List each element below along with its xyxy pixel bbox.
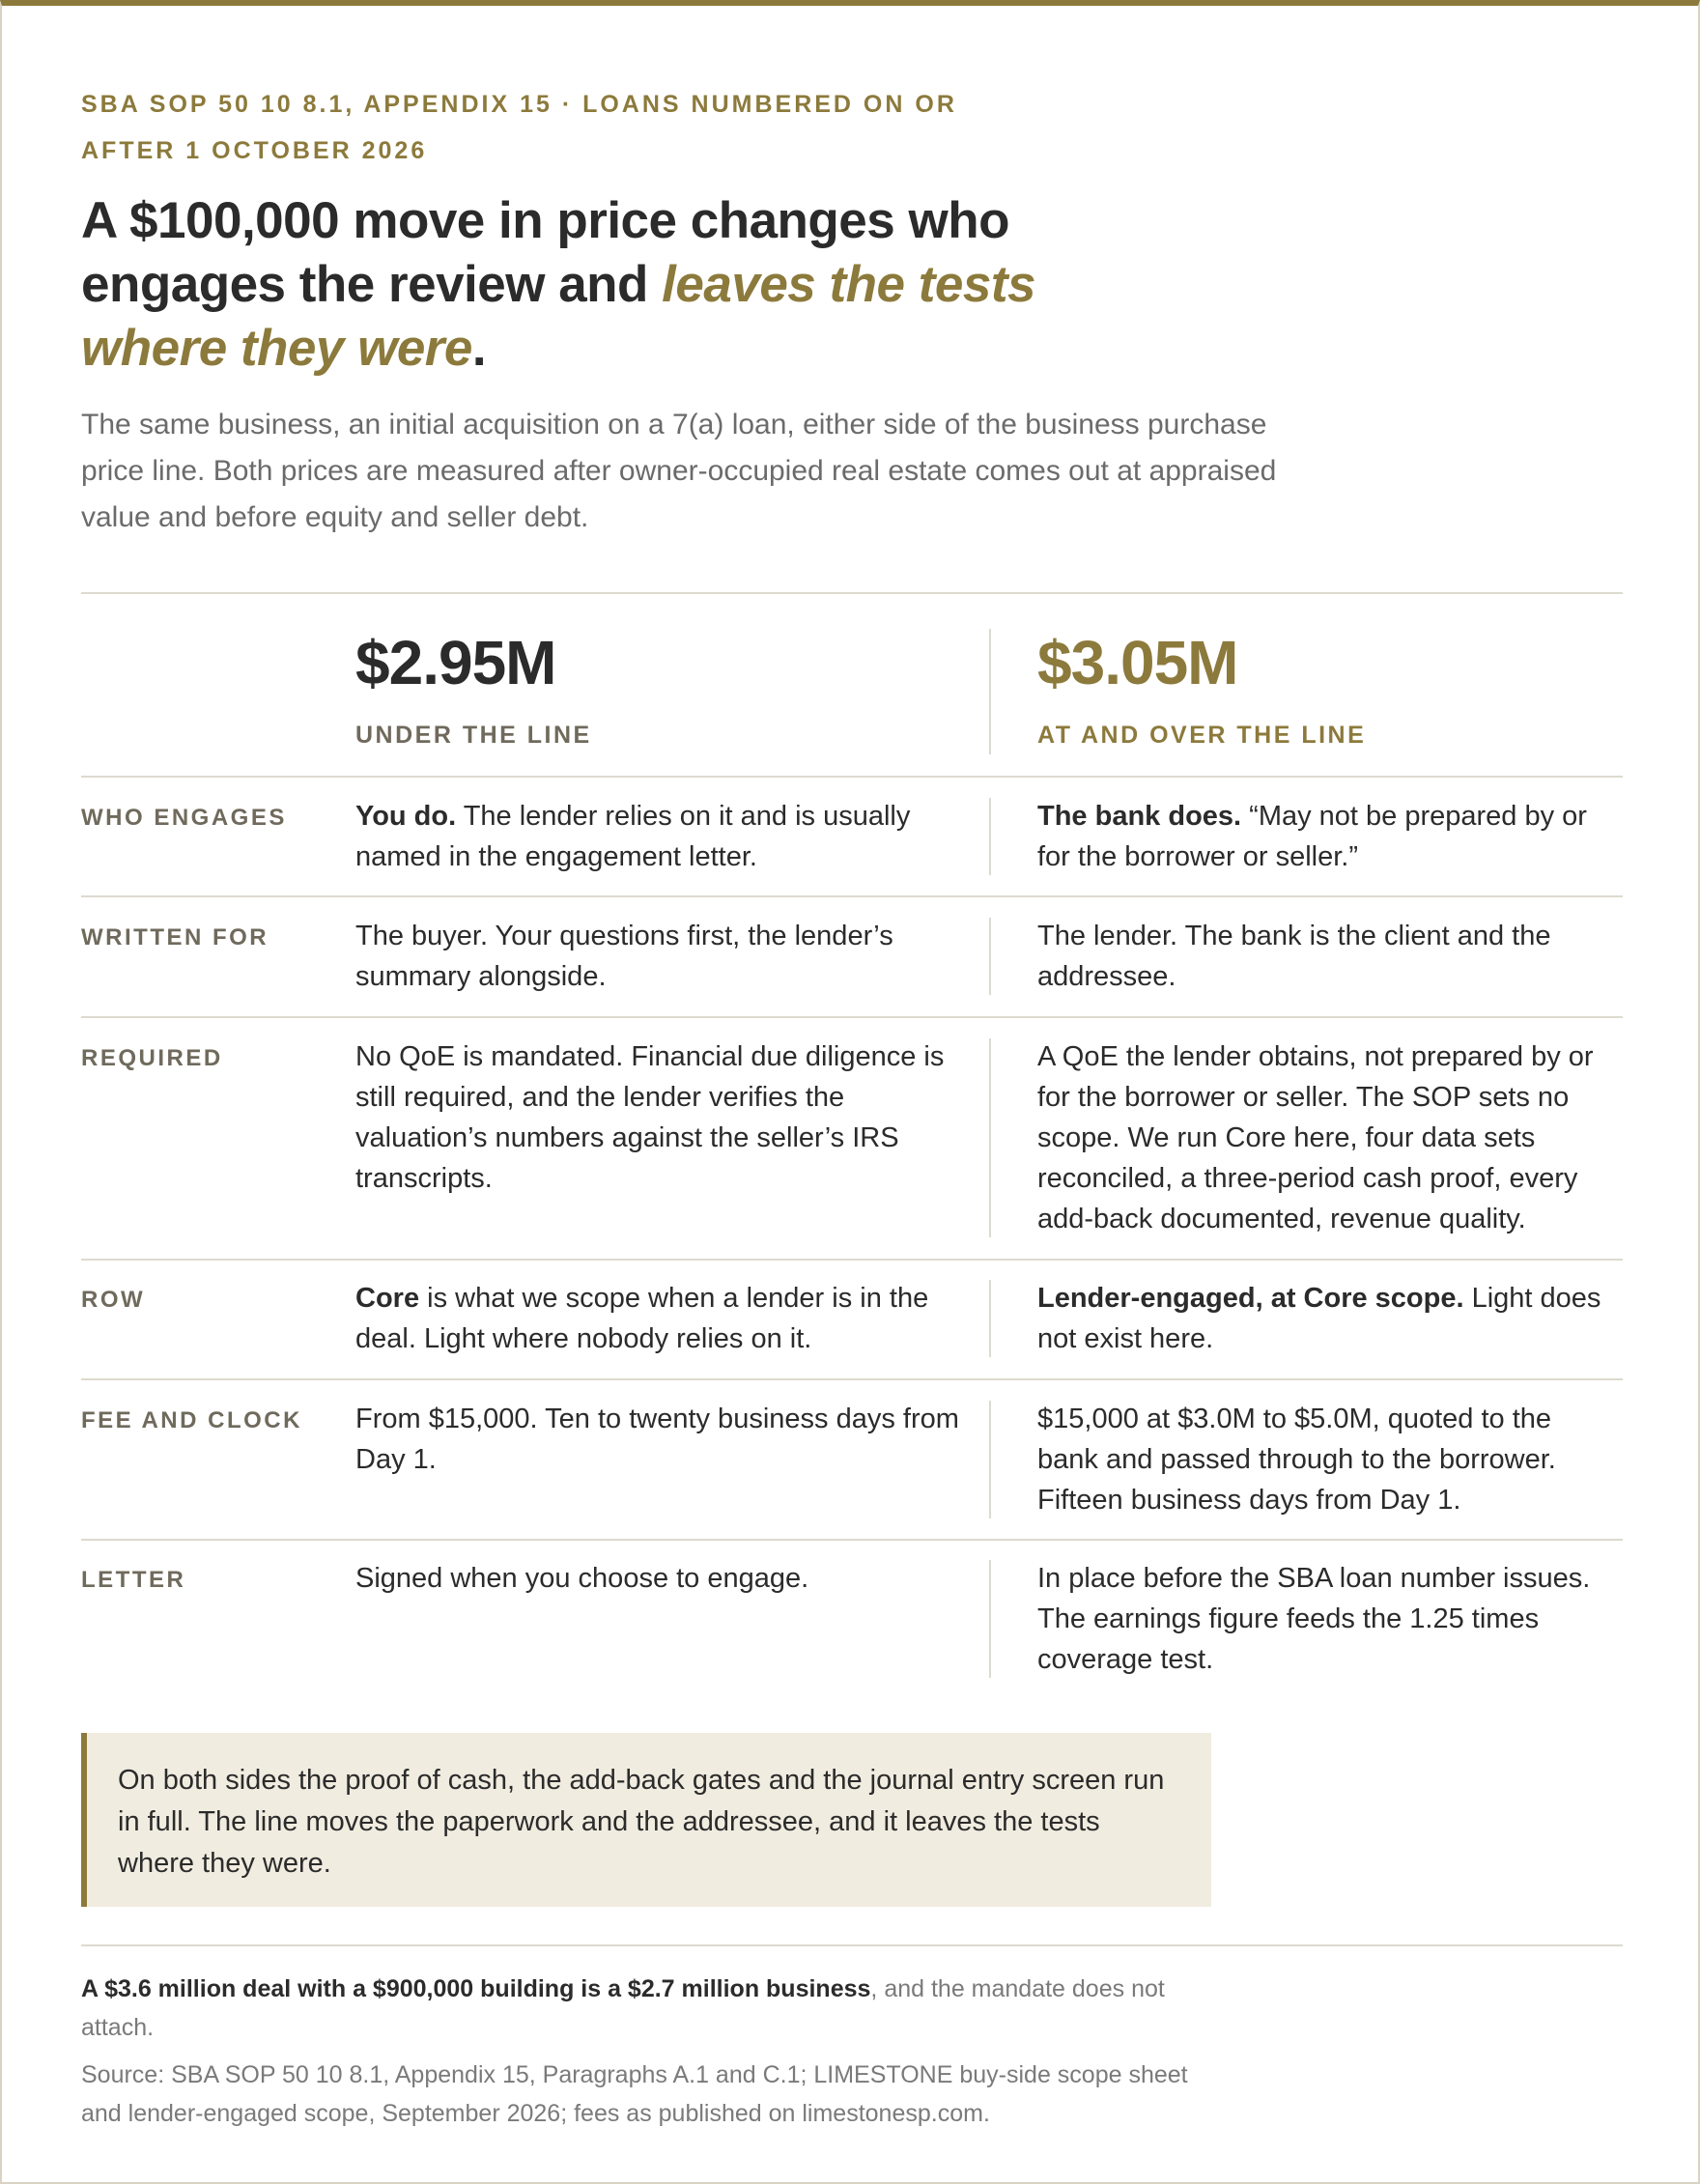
cell-text: The lender relies on it and is usually named in the engagement letter.: [355, 801, 911, 872]
column-divider: [989, 1401, 991, 1518]
row-label-letter: LETTER: [81, 1567, 186, 1593]
top-divider: [81, 592, 1623, 594]
row-divider: [81, 1016, 1623, 1018]
row-divider: [81, 776, 1623, 778]
row-divider: [81, 895, 1623, 897]
cell-letter-over: In place before the SBA loan number issues. The earnings figure feeds the 1.25 times coverage test.: [1037, 1563, 1591, 1675]
headline: [81, 189, 1144, 381]
source-note: Source: SBA SOP 50 10 8.1, Appendix 15, Paragraphs A.1 and C.1; LIMESTONE buy-side scope sheet and lender-engaged scope, September 2026; fees as published on limestonesp.com.: [81, 2061, 1188, 2127]
row-label-who-engages: WHO ENGAGES: [81, 805, 287, 831]
cell-required-over: A QoE the lender obtains, not prepared by or for the borrower or seller. The SOP sets no scope. We run Core here, four data sets reconciled, a three-period cash proof, every add-back documented, revenue quality.: [1037, 1041, 1594, 1234]
cell-written-for-under: The buyer. Your questions first, the lender’s summary alongside.: [355, 921, 893, 992]
cell-required-under: No QoE is mandated. Financial due diligence is still required, and the lender verifies the valuation’s numbers against the seller’s IRS transcripts.: [355, 1041, 945, 1194]
footer-divider: [81, 1944, 1623, 1946]
row-label-required: REQUIRED: [81, 1045, 223, 1071]
column-header-under: [355, 629, 592, 752]
cell-text: is what we scope when a lender is in the deal. Light where nobody relies on it.: [355, 1283, 929, 1354]
cell-text: Light does not exist here.: [1037, 1283, 1601, 1354]
cell-fee-over: $15,000 at $3.0M to $5.0M, quoted to the bank and passed through to the borrower. Fifteen business days from Day 1.: [1037, 1404, 1556, 1516]
cell-emphasis: The bank does.: [1037, 801, 1242, 832]
cell-row-under: [355, 1278, 974, 1359]
row-divider: [81, 1259, 1623, 1261]
cell-fee-under: From $15,000. Ten to twenty business days from Day 1.: [355, 1404, 959, 1475]
column-header-over: [1037, 629, 1366, 752]
eyebrow: SBA SOP 50 10 8.1, APPENDIX 15 · LOANS NUMBERED ON OR AFTER 1 OCTOBER 2026: [81, 91, 957, 164]
row-divider: [81, 1539, 1623, 1541]
headline-plain: A $100,000 move in price changes who engages the review and: [81, 192, 1009, 313]
column-divider: [989, 798, 991, 875]
column-divider: [989, 629, 991, 754]
row-label-written-for: WRITTEN FOR: [81, 924, 269, 950]
headline-end: .: [471, 320, 487, 377]
tag-over: AT AND OVER THE LINE: [1037, 722, 1367, 749]
cell-text: “May not be prepared by or for the borrower or seller.”: [1037, 801, 1587, 872]
price-under: $2.95M: [355, 628, 556, 697]
row-label-fee-and-clock: FEE AND CLOCK: [81, 1407, 302, 1433]
column-divider: [989, 918, 991, 995]
cell-who-engages-over: [1037, 796, 1617, 877]
footer-note-bold: A $3.6 million deal with a $900,000 building is a $2.7 million business: [81, 1975, 871, 2002]
cell-emphasis: Core: [355, 1283, 420, 1314]
cell-who-engages-under: [355, 796, 974, 877]
cell-letter-under: Signed when you choose to engage.: [355, 1563, 809, 1594]
cell-row-over: [1037, 1278, 1617, 1359]
headline-accent: leaves the tests where they were: [81, 256, 1035, 377]
column-divider: [989, 1038, 991, 1237]
lede: The same business, an initial acquisition on a 7(a) loan, either side of the business purchase price line. Both prices are measured after owner-occupied real estate comes out at appraised value and before equity and seller debt.: [81, 409, 1277, 533]
price-over: $3.05M: [1037, 628, 1238, 697]
footer-note-rest: , and the mandate does not attach.: [81, 1975, 1165, 2041]
cell-written-for-over: The lender. The bank is the client and the addressee.: [1037, 921, 1551, 992]
cell-emphasis: You do.: [355, 801, 457, 832]
footer-note: [81, 1970, 1231, 2047]
tag-under: UNDER THE LINE: [355, 722, 592, 749]
column-divider: [989, 1560, 991, 1678]
callout: On both sides the proof of cash, the add-back gates and the journal entry screen run in full. The line moves the paperwork and the addressee, and it leaves the tests where they were.: [81, 1733, 1211, 1907]
column-divider: [989, 1280, 991, 1357]
cell-emphasis: Lender-engaged, at Core scope.: [1037, 1283, 1464, 1314]
row-label-row: ROW: [81, 1287, 146, 1313]
row-divider: [81, 1378, 1623, 1380]
